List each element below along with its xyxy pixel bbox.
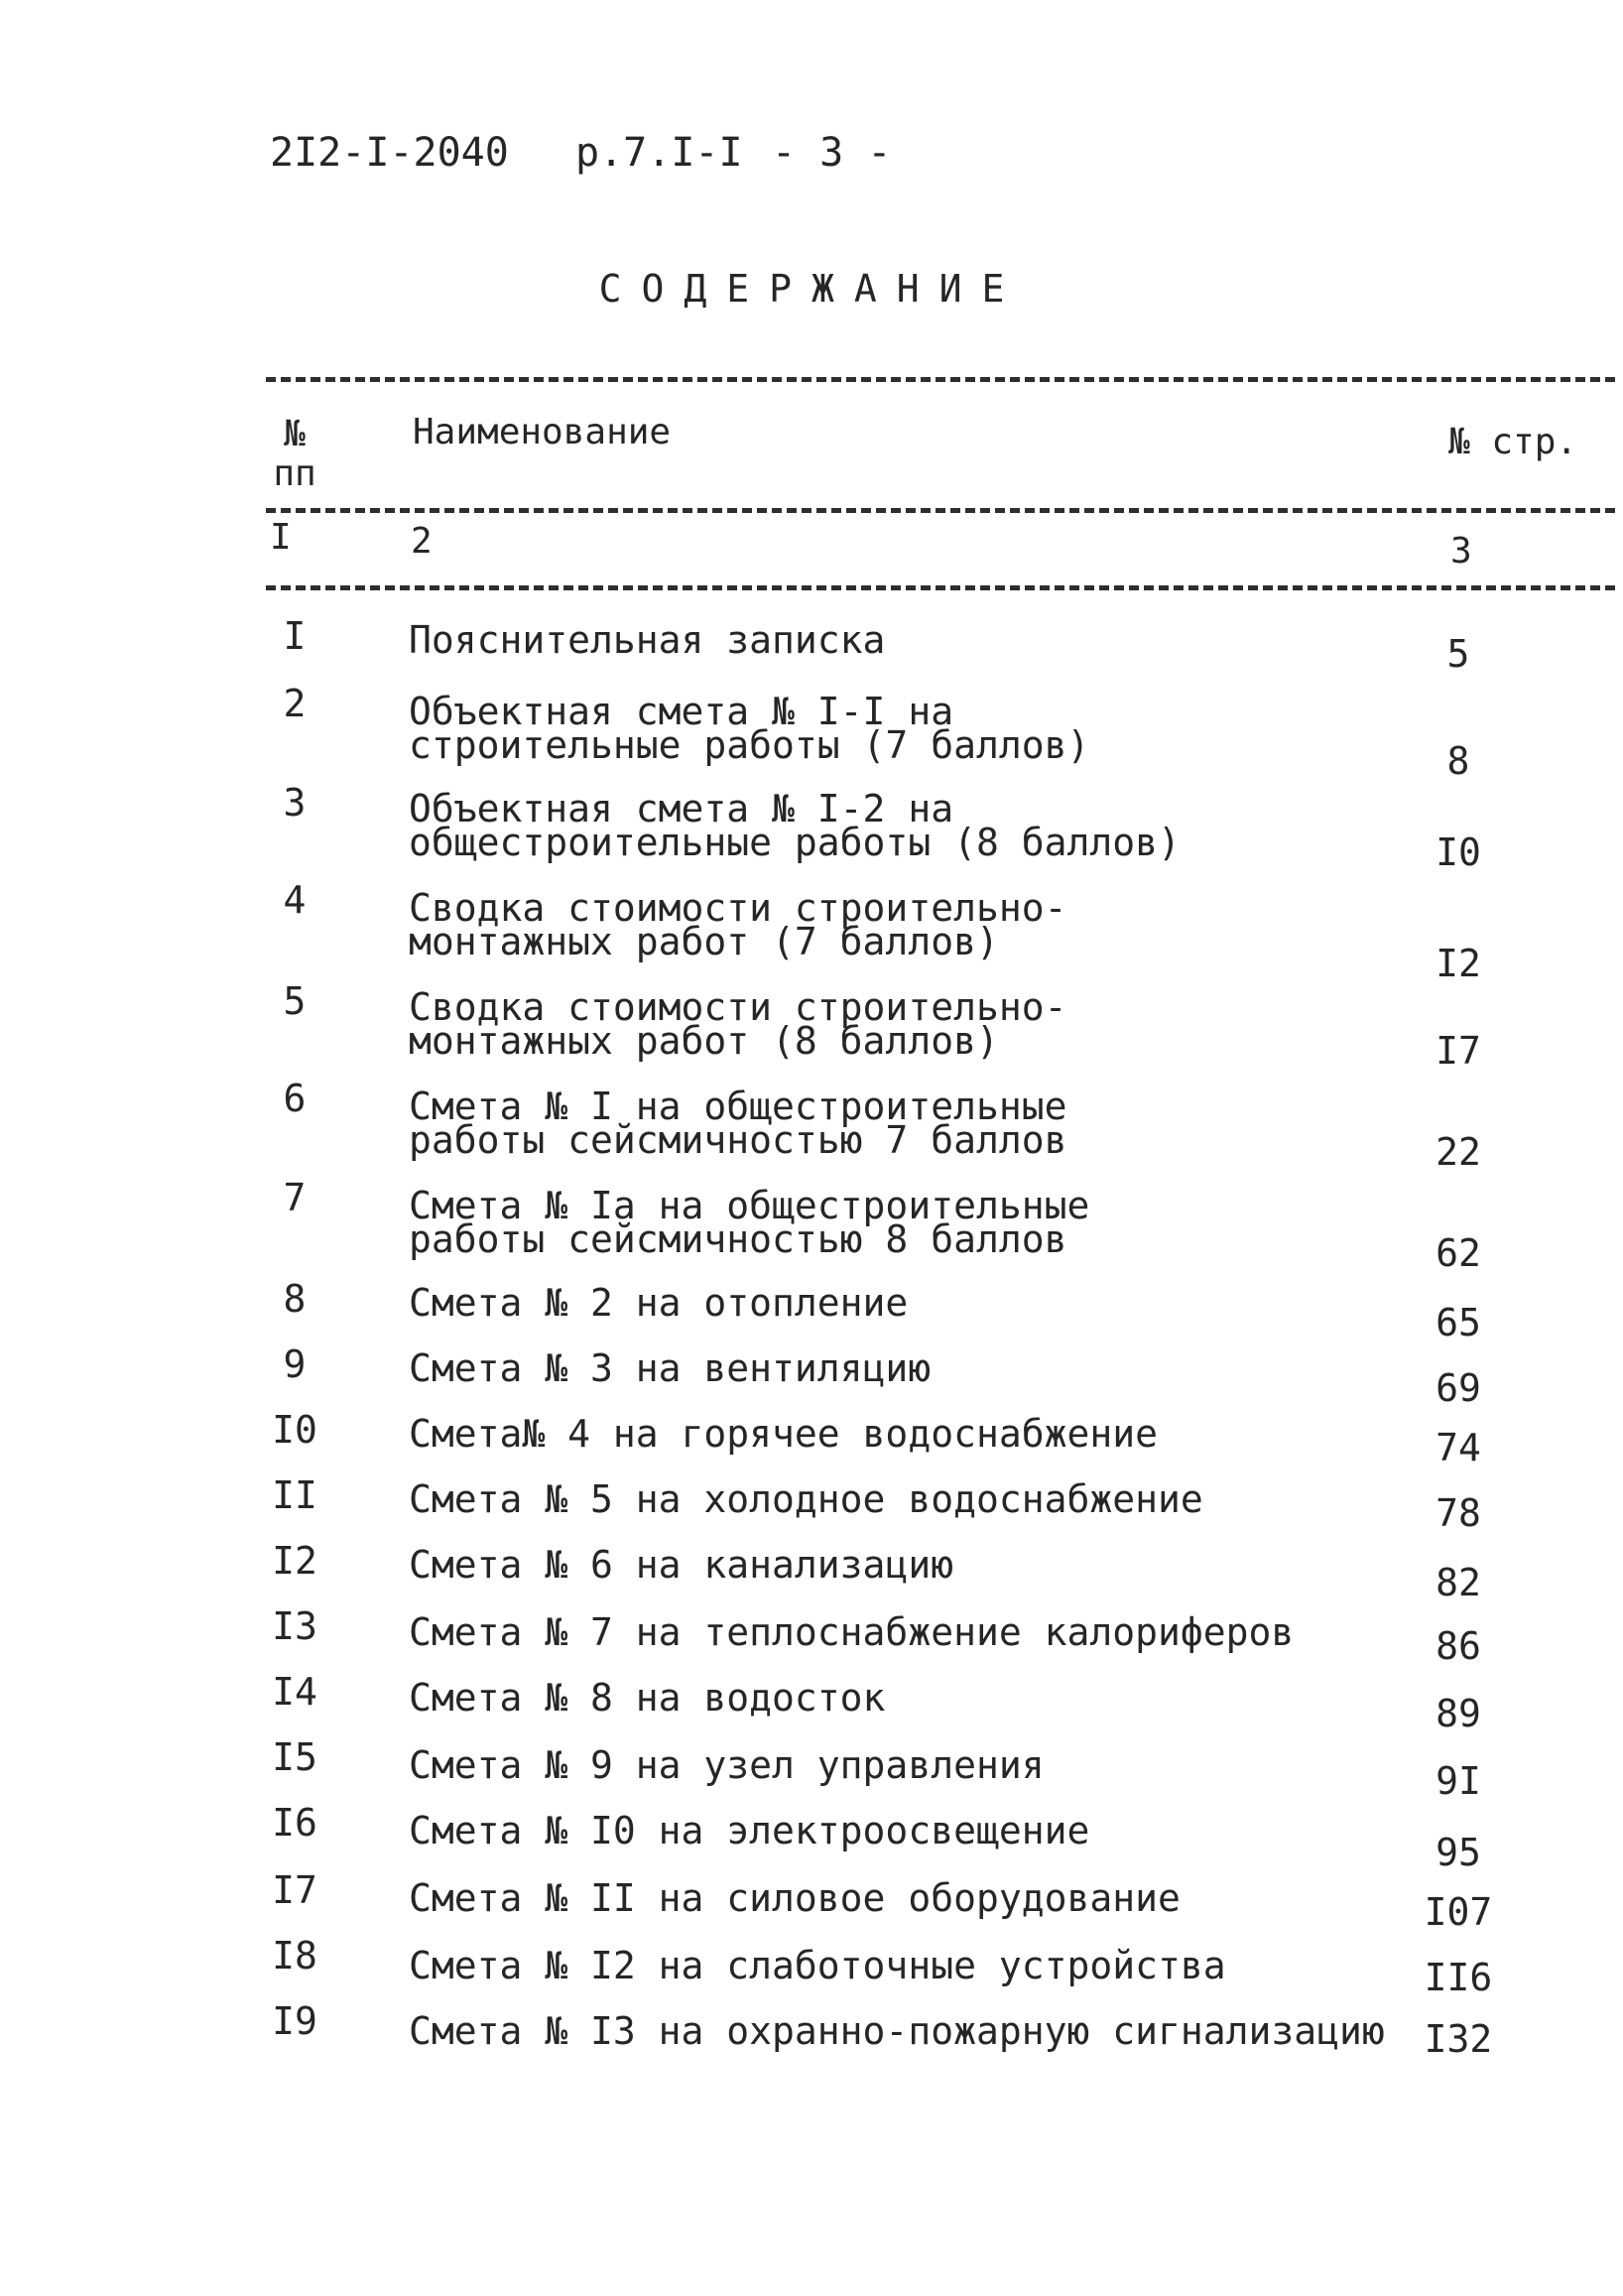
table-row-page: 22	[1436, 1130, 1481, 1174]
table-row-num: 9	[283, 1342, 307, 1386]
table-row-name: Смета № 8 на водосток	[409, 1676, 886, 1720]
table-row-page: 5	[1446, 632, 1470, 676]
table-row-name: Смета № I3 на охранно-пожарную сигнализацию	[409, 2009, 1385, 2053]
table-row-page: 9I	[1436, 1759, 1481, 1803]
table-row-page: 86	[1436, 1624, 1481, 1668]
table-row-page: 74	[1436, 1426, 1481, 1469]
table-row-num: II	[272, 1473, 317, 1517]
table-row-page: I2	[1436, 942, 1481, 985]
table-row-page: I07	[1424, 1890, 1493, 1934]
page-title: СОДЕРЖАНИЕ	[598, 267, 1025, 311]
column-number-2: 2	[411, 521, 433, 562]
table-row-num: I6	[272, 1801, 317, 1845]
table-row-page: 69	[1436, 1366, 1481, 1410]
column-number-3: 3	[1450, 531, 1472, 572]
column-header-num: № пп	[273, 414, 316, 494]
table-row-num: 7	[283, 1176, 307, 1219]
table-row-page: 89	[1436, 1692, 1481, 1735]
table-row-name: Смета № I0 на электроосвещение	[409, 1809, 1090, 1852]
table-row-num: I3	[272, 1604, 317, 1648]
document-code: 2I2-I-2040	[270, 130, 509, 176]
column-header-name: Наименование	[413, 412, 672, 452]
table-row-num: 5	[283, 979, 307, 1023]
table-row-num: I4	[272, 1670, 317, 1714]
column-header-page: № стр.	[1448, 422, 1578, 462]
table-row-name: Смета № I2 на слаботочные устройства	[409, 1944, 1226, 1987]
table-row-name: Смета№ 4 на горячее водоснабжение	[409, 1412, 1158, 1456]
table-row-num: I8	[272, 1934, 317, 1977]
table-row-page: I0	[1436, 830, 1481, 874]
table-row-page: 82	[1436, 1561, 1481, 1604]
table-row-num: 6	[283, 1077, 307, 1120]
table-row-page: I7	[1436, 1029, 1481, 1073]
table-row-num: I	[283, 614, 307, 658]
table-row-page: II6	[1424, 1956, 1493, 1999]
table-row-name: Смета № I на общестроительные работы сейсмичностью 7 баллов	[409, 1084, 1067, 1162]
table-row-name: Смета № 6 на канализацию	[409, 1543, 954, 1587]
table-row-name: Сводка стоимости строительно-монтажных работ (8 баллов)	[409, 985, 1067, 1063]
table-row-num: I7	[272, 1868, 317, 1912]
table-row-num: I5	[272, 1735, 317, 1779]
table-row-name: Объектная смета № I-I на строительные работы (7 баллов)	[409, 690, 1090, 767]
table-row-num: 4	[283, 878, 307, 922]
table-row-page: 62	[1436, 1231, 1481, 1275]
table-row-name: Пояснительная записка	[409, 618, 886, 662]
column-header-rule	[266, 508, 1615, 513]
table-row-name: Смета № 2 на отопление	[409, 1281, 909, 1325]
table-row-name: Смета № 5 на холодное водоснабжение	[409, 1477, 1203, 1521]
table-row-num: 2	[283, 682, 307, 725]
table-row-page: 8	[1446, 739, 1470, 783]
table-row-num: I9	[272, 1999, 317, 2043]
table-row-num: I0	[272, 1408, 317, 1452]
table-row-page: 95	[1436, 1831, 1481, 1874]
table-row-name: Смета № II на силовое оборудование	[409, 1876, 1181, 1920]
page-number: - 3 -	[772, 130, 892, 176]
table-row-name: Объектная смета № I-2 на общестроительные работы (8 баллов)	[409, 787, 1181, 864]
column-number-1: I	[270, 517, 292, 558]
table-row-name: Смета № Iа на общестроительные работы сейсмичностью 8 баллов	[409, 1184, 1090, 1261]
table-row-num: 3	[283, 781, 307, 825]
table-row-name: Смета № 9 на узел управления	[409, 1743, 1045, 1787]
table-row-name: Сводка стоимости строительно-монтажных работ (7 баллов)	[409, 886, 1067, 963]
table-body-rule	[266, 585, 1615, 590]
section-number: р.7.I-I	[575, 130, 743, 176]
table-row-name: Смета № 7 на теплоснабжение калориферов	[409, 1610, 1295, 1654]
table-row-page: I32	[1424, 2017, 1493, 2061]
table-row-name: Смета № 3 на вентиляцию	[409, 1346, 932, 1390]
table-top-rule	[266, 377, 1615, 382]
table-row-page: 65	[1436, 1301, 1481, 1344]
table-row-page: 78	[1436, 1491, 1481, 1535]
table-row-num: 8	[283, 1277, 307, 1321]
table-row-num: I2	[272, 1539, 317, 1583]
